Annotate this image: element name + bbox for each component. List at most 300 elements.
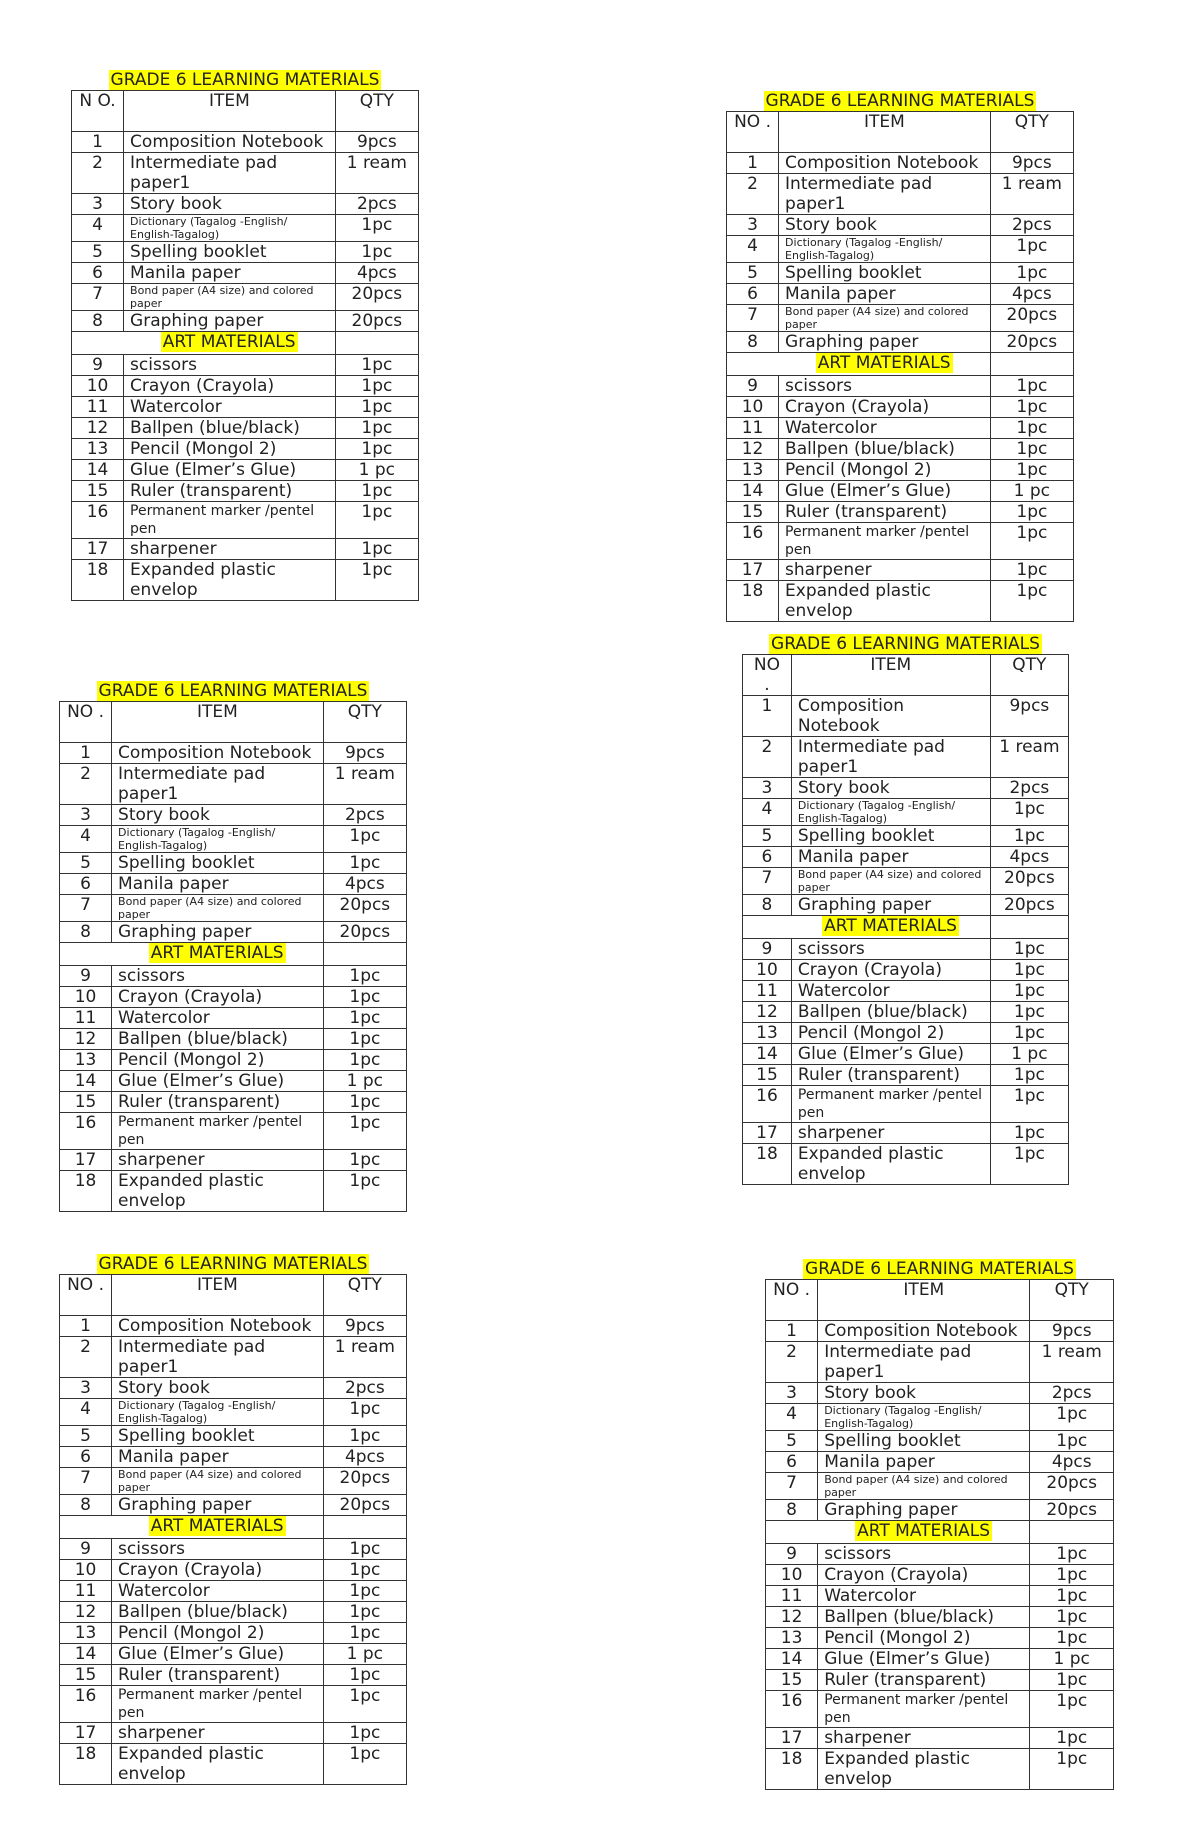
- table-row: [60, 805, 407, 826]
- item-qty: 1pc: [335, 502, 418, 539]
- table-row: [766, 1691, 1114, 1728]
- item-number: 17: [727, 560, 779, 581]
- table-row: [72, 539, 419, 560]
- item-number: 3: [727, 215, 779, 236]
- item-name-text: Dictionary (Tagalog -English/ English-Tagalog): [797, 799, 956, 825]
- item-name: Story book: [112, 805, 324, 826]
- section-label: [779, 353, 991, 376]
- item-qty: 9pcs: [335, 132, 418, 153]
- header-item: ITEM: [818, 1280, 1030, 1321]
- item-number: 6: [60, 874, 112, 895]
- header-qty: QTY: [323, 702, 406, 743]
- item-qty: 1pc: [990, 460, 1073, 481]
- table-row: [743, 895, 1069, 916]
- item-qty: 9pcs: [990, 696, 1068, 737]
- item-name: Composition Notebook: [124, 132, 336, 153]
- item-number: 11: [60, 1581, 112, 1602]
- item-qty: 1pc: [335, 539, 418, 560]
- item-number: 11: [727, 418, 779, 439]
- table-row: [743, 868, 1069, 895]
- item-name: Crayon (Crayola): [124, 376, 336, 397]
- item-qty: 1pc: [323, 1744, 406, 1785]
- header-no: NO .: [743, 655, 792, 696]
- item-name: Ballpen (blue/black): [124, 418, 336, 439]
- header-qty: QTY: [990, 655, 1068, 696]
- section-label-text: ART MATERIALS: [824, 916, 957, 936]
- item-qty: 1pc: [323, 1150, 406, 1171]
- item-number: 9: [72, 355, 124, 376]
- item-name: Intermediate pad paper1: [112, 764, 324, 805]
- item-name: Ruler (transparent): [779, 502, 991, 523]
- item-name: Pencil (Mongol 2): [112, 1050, 324, 1071]
- item-number: 12: [60, 1602, 112, 1623]
- item-name: Spelling booklet: [818, 1431, 1030, 1452]
- item-qty: 1pc: [323, 1539, 406, 1560]
- table-row: [766, 1452, 1114, 1473]
- table-row: [72, 502, 419, 539]
- item-qty: 4pcs: [323, 874, 406, 895]
- table-row: [60, 966, 407, 987]
- table-title: [766, 1259, 1114, 1280]
- item-number: 15: [743, 1065, 792, 1086]
- item-number: 16: [72, 502, 124, 539]
- item-number: 2: [60, 764, 112, 805]
- item-name: Ruler (transparent): [124, 481, 336, 502]
- table-row: [60, 895, 407, 922]
- header-item: ITEM: [112, 1275, 324, 1316]
- item-number: 14: [743, 1044, 792, 1065]
- table-row: [743, 1144, 1069, 1185]
- section-label: [124, 332, 336, 355]
- item-number: 13: [72, 439, 124, 460]
- item-qty: 1 ream: [990, 737, 1068, 778]
- section-label: [818, 1521, 1030, 1544]
- table-row: [743, 939, 1069, 960]
- item-number: 8: [72, 311, 124, 332]
- table-row: [60, 987, 407, 1008]
- item-number: 7: [743, 868, 792, 895]
- item-name: Crayon (Crayola): [791, 960, 990, 981]
- item-name-text: Dictionary (Tagalog -English/ English-Tagalog): [118, 826, 276, 852]
- item-name: Composition Notebook: [791, 696, 990, 737]
- item-qty: 1 ream: [990, 174, 1073, 215]
- item-number: 4: [60, 826, 112, 853]
- table-row: [743, 1086, 1069, 1123]
- item-qty: 2pcs: [323, 805, 406, 826]
- item-qty: 1pc: [335, 242, 418, 263]
- item-number: 4: [72, 215, 124, 242]
- item-qty: 1pc: [323, 1602, 406, 1623]
- section-label-text: ART MATERIALS: [150, 1516, 284, 1536]
- item-number: 2: [60, 1337, 112, 1378]
- item-name: scissors: [112, 1539, 324, 1560]
- item-name-text: Dictionary (Tagalog -English/ English-Tagalog): [824, 1404, 982, 1430]
- item-qty: 1pc: [323, 966, 406, 987]
- item-qty: 1pc: [990, 581, 1073, 622]
- item-qty: 1pc: [1030, 1431, 1114, 1452]
- item-name: Pencil (Mongol 2): [124, 439, 336, 460]
- materials-table: [765, 1259, 1114, 1790]
- item-number: 13: [60, 1050, 112, 1071]
- table-row: [72, 284, 419, 311]
- item-number: 13: [766, 1628, 818, 1649]
- item-number: 14: [72, 460, 124, 481]
- table-row: [60, 1150, 407, 1171]
- item-name: Glue (Elmer’s Glue): [112, 1644, 324, 1665]
- item-number: 9: [60, 1539, 112, 1560]
- table-row: [60, 1581, 407, 1602]
- item-qty: 1pc: [323, 1171, 406, 1212]
- table-row: [743, 1044, 1069, 1065]
- item-qty: 1pc: [335, 418, 418, 439]
- item-name: Composition Notebook: [818, 1321, 1030, 1342]
- table-row: [60, 1623, 407, 1644]
- item-name-text: Bond paper (A4 size) and colored paper: [118, 1468, 302, 1494]
- item-name: Manila paper: [791, 847, 990, 868]
- item-qty: 1pc: [990, 960, 1068, 981]
- item-qty: 1pc: [990, 439, 1073, 460]
- table-title: [743, 634, 1069, 655]
- item-name: Manila paper: [112, 1447, 324, 1468]
- table-row: [60, 1399, 407, 1426]
- item-number: 17: [60, 1723, 112, 1744]
- section-spacer: [990, 916, 1068, 939]
- item-name: Ruler (transparent): [112, 1665, 324, 1686]
- header-qty: QTY: [990, 112, 1073, 153]
- table-row: [60, 874, 407, 895]
- table-row: [727, 263, 1074, 284]
- item-name-text: Bond paper (A4 size) and colored paper: [785, 305, 969, 331]
- item-name: scissors: [112, 966, 324, 987]
- item-name: Permanent marker /pentel pen: [818, 1691, 1030, 1728]
- item-qty: 1 ream: [1030, 1342, 1114, 1383]
- section-spacer: [1030, 1521, 1114, 1544]
- item-number: 15: [727, 502, 779, 523]
- item-number: 2: [766, 1342, 818, 1383]
- item-number: 14: [60, 1071, 112, 1092]
- item-qty: 1 pc: [1030, 1649, 1114, 1670]
- item-number: 7: [727, 305, 779, 332]
- table-row: [72, 418, 419, 439]
- item-name: Spelling booklet: [112, 853, 324, 874]
- item-qty: 20pcs: [990, 305, 1073, 332]
- item-name: Intermediate pad paper1: [779, 174, 991, 215]
- item-qty: 1 pc: [323, 1644, 406, 1665]
- table-row: [60, 743, 407, 764]
- table-row: [72, 311, 419, 332]
- section-spacer: [743, 916, 792, 939]
- section-spacer: [990, 353, 1073, 376]
- item-qty: 20pcs: [323, 1495, 406, 1516]
- table-row: [766, 1321, 1114, 1342]
- table-row: [743, 737, 1069, 778]
- table-row: [766, 1383, 1114, 1404]
- item-qty: 9pcs: [323, 743, 406, 764]
- item-qty: 1pc: [1030, 1691, 1114, 1728]
- header-no: NO .: [60, 1275, 112, 1316]
- table-row: [727, 236, 1074, 263]
- item-number: 16: [766, 1691, 818, 1728]
- table-row: [60, 1071, 407, 1092]
- table-row: [727, 460, 1074, 481]
- materials-sheet: [59, 681, 407, 1253]
- item-qty: 9pcs: [1030, 1321, 1114, 1342]
- item-name: Manila paper: [112, 874, 324, 895]
- item-number: 2: [743, 737, 792, 778]
- title-text: GRADE 6 LEARNING MATERIALS: [771, 634, 1040, 654]
- item-qty: 1 ream: [323, 764, 406, 805]
- item-number: 18: [60, 1744, 112, 1785]
- item-name: Watercolor: [818, 1586, 1030, 1607]
- table-row: [766, 1431, 1114, 1452]
- materials-sheet: [742, 634, 1069, 1227]
- table-row: [727, 376, 1074, 397]
- item-number: 18: [743, 1144, 792, 1185]
- item-name: Intermediate pad paper1: [124, 153, 336, 194]
- section-spacer: [72, 332, 124, 355]
- item-qty: 1pc: [1030, 1628, 1114, 1649]
- table-row: [766, 1649, 1114, 1670]
- section-spacer: [60, 1516, 112, 1539]
- item-number: 12: [743, 1002, 792, 1023]
- item-qty: 1pc: [990, 1123, 1068, 1144]
- table-row: [72, 194, 419, 215]
- table-row: [727, 332, 1074, 353]
- table-row: [60, 1092, 407, 1113]
- title-text: GRADE 6 LEARNING MATERIALS: [805, 1259, 1074, 1279]
- table-row: [72, 242, 419, 263]
- item-name: sharpener: [124, 539, 336, 560]
- item-number: 15: [766, 1670, 818, 1691]
- item-qty: 1pc: [990, 1144, 1068, 1185]
- item-number: 2: [727, 174, 779, 215]
- item-name: [112, 826, 324, 853]
- item-qty: 1pc: [335, 376, 418, 397]
- item-qty: 1pc: [990, 799, 1068, 826]
- item-name: scissors: [124, 355, 336, 376]
- item-qty: 1pc: [990, 981, 1068, 1002]
- title-text: GRADE 6 LEARNING MATERIALS: [765, 91, 1035, 111]
- item-qty: 1pc: [323, 1113, 406, 1150]
- table-row: [766, 1500, 1114, 1521]
- section-spacer: [323, 1516, 406, 1539]
- table-row: [727, 560, 1074, 581]
- table-row: [743, 981, 1069, 1002]
- item-number: 17: [60, 1150, 112, 1171]
- table-row: [60, 1378, 407, 1399]
- item-qty: 2pcs: [1030, 1383, 1114, 1404]
- item-qty: 20pcs: [1030, 1500, 1114, 1521]
- table-row: [766, 1749, 1114, 1790]
- table-row: [743, 799, 1069, 826]
- table-row: [766, 1404, 1114, 1431]
- item-qty: 4pcs: [990, 847, 1068, 868]
- item-name: Graphing paper: [779, 332, 991, 353]
- item-number: 18: [766, 1749, 818, 1790]
- item-qty: 1pc: [323, 1723, 406, 1744]
- item-number: 10: [72, 376, 124, 397]
- item-number: 9: [60, 966, 112, 987]
- table-row: [743, 1123, 1069, 1144]
- item-name-text: Dictionary (Tagalog -English/ English-Tagalog): [130, 215, 288, 241]
- item-name: Crayon (Crayola): [112, 1560, 324, 1581]
- item-qty: 1pc: [990, 523, 1073, 560]
- item-number: 6: [743, 847, 792, 868]
- item-name-text: Bond paper (A4 size) and colored paper: [824, 1473, 1008, 1499]
- section-spacer: [323, 943, 406, 966]
- item-number: 6: [727, 284, 779, 305]
- materials-sheet: [765, 1259, 1114, 1831]
- section-spacer: [727, 353, 779, 376]
- item-number: 4: [727, 236, 779, 263]
- section-spacer: [335, 332, 418, 355]
- item-name: sharpener: [818, 1728, 1030, 1749]
- item-name: Composition Notebook: [112, 1316, 324, 1337]
- header-no: NO .: [60, 702, 112, 743]
- item-name: [818, 1404, 1030, 1431]
- item-number: 17: [766, 1728, 818, 1749]
- item-qty: 1pc: [990, 1002, 1068, 1023]
- item-name: Pencil (Mongol 2): [779, 460, 991, 481]
- item-qty: 2pcs: [990, 215, 1073, 236]
- table-row: [60, 1539, 407, 1560]
- item-name: [124, 215, 336, 242]
- item-name: Spelling booklet: [124, 242, 336, 263]
- table-row: [60, 1744, 407, 1785]
- item-name: Watercolor: [779, 418, 991, 439]
- item-name: Permanent marker /pentel pen: [112, 1113, 324, 1150]
- table-row: [60, 1447, 407, 1468]
- header-qty: QTY: [1030, 1280, 1114, 1321]
- item-qty: 2pcs: [323, 1378, 406, 1399]
- section-label-text: ART MATERIALS: [150, 943, 284, 963]
- item-qty: 4pcs: [323, 1447, 406, 1468]
- item-name: Glue (Elmer’s Glue): [818, 1649, 1030, 1670]
- item-number: 10: [727, 397, 779, 418]
- item-number: 1: [743, 696, 792, 737]
- table-row: [743, 1002, 1069, 1023]
- item-number: 9: [727, 376, 779, 397]
- item-number: 1: [60, 743, 112, 764]
- table-row: [72, 153, 419, 194]
- item-number: 6: [766, 1452, 818, 1473]
- item-number: 4: [743, 799, 792, 826]
- item-name: Watercolor: [112, 1581, 324, 1602]
- item-number: 17: [743, 1123, 792, 1144]
- item-number: 6: [72, 263, 124, 284]
- item-name: sharpener: [112, 1723, 324, 1744]
- item-qty: 1pc: [990, 1086, 1068, 1123]
- table-row: [72, 481, 419, 502]
- table-row: [60, 1171, 407, 1212]
- item-qty: 1pc: [990, 236, 1073, 263]
- item-name-text: Bond paper (A4 size) and colored paper: [130, 284, 314, 310]
- table-row: [766, 1670, 1114, 1691]
- item-qty: 1pc: [323, 1686, 406, 1723]
- item-qty: 1pc: [323, 826, 406, 853]
- item-qty: 4pcs: [1030, 1452, 1114, 1473]
- table-row: [727, 502, 1074, 523]
- table-row: [72, 460, 419, 481]
- item-qty: 1pc: [323, 1029, 406, 1050]
- item-name-text: Bond paper (A4 size) and colored paper: [118, 895, 302, 921]
- item-name: [791, 868, 990, 895]
- item-number: 18: [60, 1171, 112, 1212]
- table-row: [727, 284, 1074, 305]
- item-qty: 20pcs: [323, 895, 406, 922]
- item-name: Pencil (Mongol 2): [791, 1023, 990, 1044]
- item-qty: 1pc: [990, 263, 1073, 284]
- table-row: [60, 1468, 407, 1495]
- item-name: [779, 305, 991, 332]
- item-qty: 4pcs: [990, 284, 1073, 305]
- table-row: [60, 764, 407, 805]
- item-name: Glue (Elmer’s Glue): [124, 460, 336, 481]
- item-number: 10: [60, 1560, 112, 1581]
- item-name: Pencil (Mongol 2): [112, 1623, 324, 1644]
- item-number: 11: [72, 397, 124, 418]
- item-name-text: Dictionary (Tagalog -English/ English-Tagalog): [785, 236, 943, 262]
- section-label: [112, 1516, 324, 1539]
- table-row: [60, 1316, 407, 1337]
- item-name: scissors: [779, 376, 991, 397]
- item-qty: 1pc: [323, 1426, 406, 1447]
- table-row: [727, 481, 1074, 502]
- item-number: 12: [72, 418, 124, 439]
- item-qty: 2pcs: [990, 778, 1068, 799]
- item-qty: 1pc: [335, 215, 418, 242]
- materials-table: [742, 634, 1069, 1185]
- item-number: 10: [766, 1565, 818, 1586]
- item-qty: 20pcs: [1030, 1473, 1114, 1500]
- item-number: 7: [60, 895, 112, 922]
- item-name: Spelling booklet: [791, 826, 990, 847]
- table-row: [60, 1665, 407, 1686]
- item-name: Story book: [779, 215, 991, 236]
- item-name: Watercolor: [112, 1008, 324, 1029]
- item-qty: 20pcs: [335, 311, 418, 332]
- item-name: Composition Notebook: [779, 153, 991, 174]
- item-name: Story book: [112, 1378, 324, 1399]
- item-number: 16: [743, 1086, 792, 1123]
- item-number: 14: [727, 481, 779, 502]
- materials-table: [59, 1254, 407, 1785]
- item-qty: 1pc: [990, 939, 1068, 960]
- item-name: Glue (Elmer’s Glue): [112, 1071, 324, 1092]
- item-qty: 1pc: [323, 1092, 406, 1113]
- item-number: 7: [766, 1473, 818, 1500]
- item-number: 5: [743, 826, 792, 847]
- table-row: [72, 439, 419, 460]
- item-qty: 1pc: [1030, 1670, 1114, 1691]
- header-no: NO .: [766, 1280, 818, 1321]
- item-name: Expanded plastic envelop: [124, 560, 336, 601]
- table-row: [60, 1560, 407, 1581]
- item-number: 6: [60, 1447, 112, 1468]
- table-title: [60, 1254, 407, 1275]
- item-number: 4: [766, 1404, 818, 1431]
- item-qty: 20pcs: [323, 922, 406, 943]
- item-name: [112, 1468, 324, 1495]
- item-qty: 1pc: [323, 1399, 406, 1426]
- item-name: [112, 895, 324, 922]
- item-number: 9: [743, 939, 792, 960]
- table-row: [72, 397, 419, 418]
- item-name: Ruler (transparent): [818, 1670, 1030, 1691]
- item-name: Spelling booklet: [112, 1426, 324, 1447]
- item-name: Expanded plastic envelop: [818, 1749, 1030, 1790]
- item-number: 10: [743, 960, 792, 981]
